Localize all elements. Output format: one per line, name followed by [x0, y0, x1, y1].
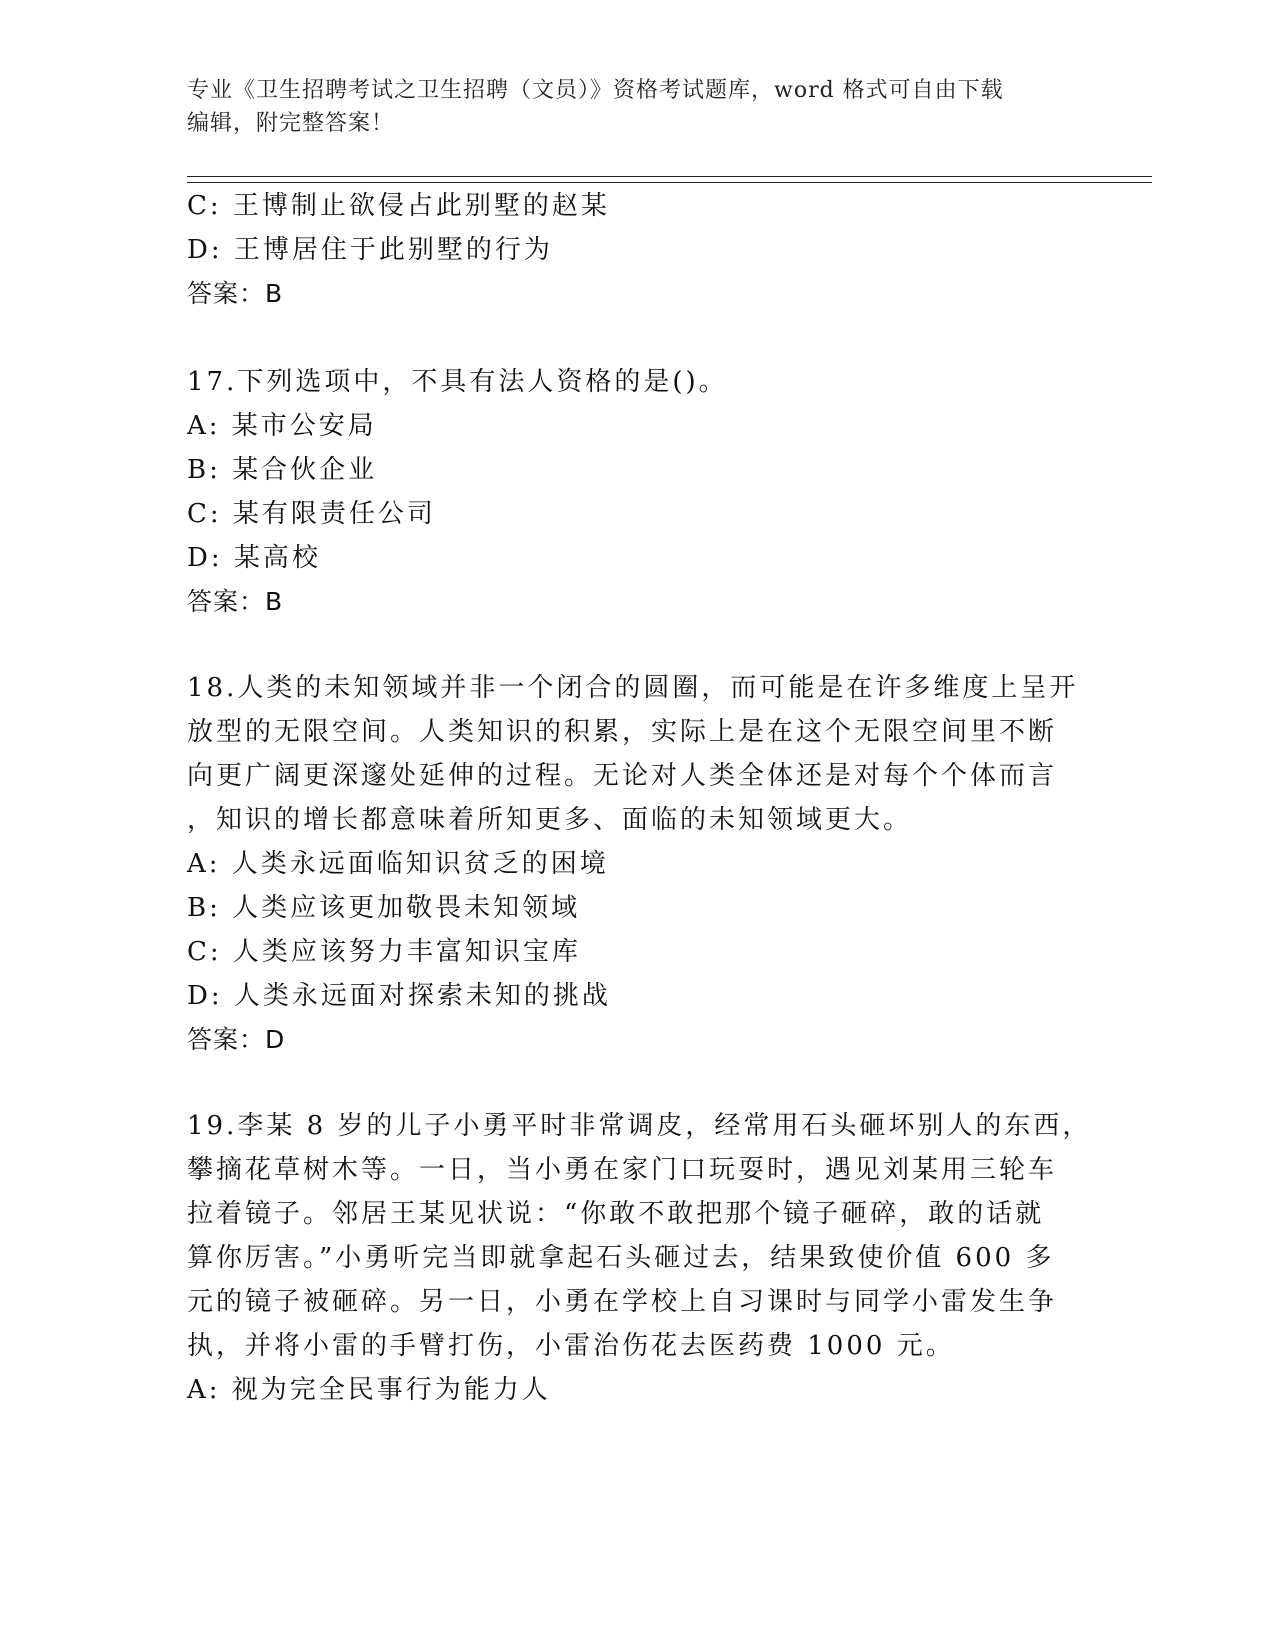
q18-stem-line: ，知识的增长都意味着所知更多、面临的未知领域更大。	[187, 805, 913, 835]
q17-answer: 答案：B	[187, 587, 284, 616]
header-divider-bottom	[187, 182, 1152, 183]
q19-option-a: A: 视为完全民事行为能力人	[187, 1375, 551, 1405]
q17-option-a: A: 某市公安局	[187, 411, 377, 441]
q18-stem-line: 18.人类的未知领域并非一个闭合的圆圈，而可能是在许多维度上呈开	[187, 673, 1079, 703]
q19-stem-line: 攀摘花草树木等。一日，当小勇在家门口玩耍时，遇见刘某用三轮车	[187, 1155, 1058, 1185]
q16-answer: 答案：B	[187, 279, 284, 308]
q17-option-d: D: 某高校	[187, 543, 321, 573]
q18-option-a: A: 人类永远面临知识贫乏的困境	[187, 849, 609, 879]
q18-stem-line: 放型的无限空间。人类知识的积累，实际上是在这个无限空间里不断	[187, 717, 1058, 747]
header-line-1: 专业《卫生招聘考试之卫生招聘（文员）》资格考试题库，word 格式可自由下载	[187, 78, 1004, 103]
q16-option-d: D: 王博居住于此别墅的行为	[187, 235, 553, 265]
q18-option-d: D: 人类永远面对探索未知的挑战	[187, 981, 611, 1011]
q17-option-c: C: 某有限责任公司	[187, 499, 436, 529]
q17-stem: 17.下列选项中，不具有法人资格的是()。	[187, 367, 728, 397]
q19-stem-line: 执，并将小雷的手臂打伤，小雷治伤花去医药费 1000 元。	[187, 1331, 955, 1361]
q19-stem-line: 拉着镜子。邻居王某见状说：“你敢不敢把那个镜子砸碎，敢的话就	[187, 1199, 1045, 1229]
q16-option-c: C: 王博制止欲侵占此别墅的赵某	[187, 191, 610, 221]
header-line-2: 编辑，附完整答案！	[187, 111, 395, 136]
q18-option-c: C: 人类应该努力丰富知识宝库	[187, 937, 581, 967]
q17-option-b: B: 某合伙企业	[187, 455, 378, 485]
q19-stem-line: 19.李某 8 岁的儿子小勇平时非常调皮，经常用石头砸坏别人的东西，	[187, 1111, 1092, 1141]
q18-answer: 答案：D	[187, 1025, 286, 1054]
q19-stem-line: 算你厉害。”小勇听完当即就拿起石头砸过去，结果致使价值 600 多	[187, 1243, 1055, 1273]
q18-option-b: B: 人类应该更加敬畏未知领域	[187, 893, 581, 923]
q18-stem-line: 向更广阔更深邃处延伸的过程。无论对人类全体还是对每个个体而言	[187, 761, 1058, 791]
document-header	[187, 74, 1087, 140]
header-divider-top	[187, 176, 1152, 177]
q19-stem-line: 元的镜子被砸碎。另一日，小勇在学校上自习课时与同学小雷发生争	[187, 1287, 1058, 1317]
